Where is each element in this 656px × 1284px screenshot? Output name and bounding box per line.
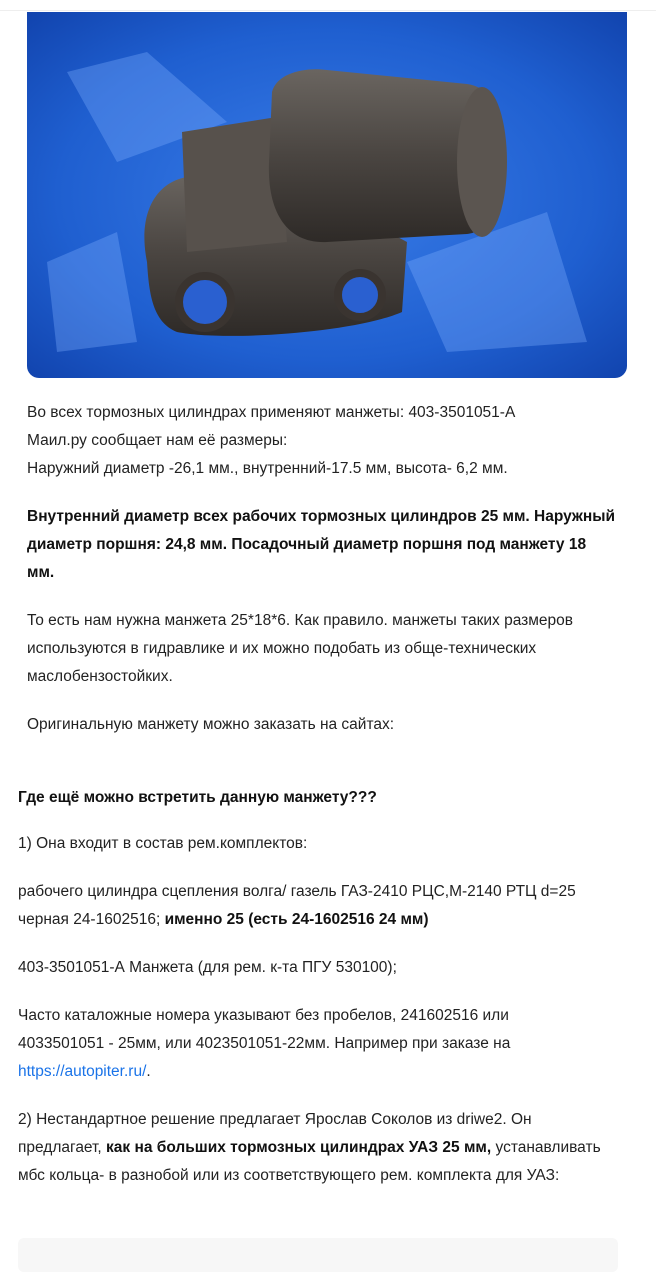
heading-text: Где ещё можно встретить данную манжету???: [18, 789, 377, 806]
paragraph-cuff-info: [27, 399, 627, 483]
autopiter-link[interactable]: https://autopiter.ru/: [18, 1063, 147, 1080]
section-heading: [18, 784, 628, 812]
divider: [0, 10, 656, 11]
paragraph-order: Оригинальную манжету можно заказать на сайтах:: [27, 716, 395, 733]
paragraph-diameters: [27, 503, 617, 587]
text-line: Во всех тормозных цилиндрах применяют манжеты: 403-3501051-А: [27, 404, 516, 421]
embedded-block-placeholder: [18, 1238, 618, 1272]
text: Часто каталожные номера указывают без пробелов, 241602516 или 4033501051 - 25мм, или 4023501051-22мм. Например при заказе на: [18, 1007, 511, 1052]
text-line: Наружний диаметр -26,1 мм., внутренний-17.5 мм, высота- 6,2 мм.: [27, 460, 508, 477]
brake-cylinder-photo: [27, 12, 627, 378]
text: рабочего цилиндра сцепления волга/ газель ГАЗ-2410 РЦС,М-2140 РТЦ d=25 черная 24-1602516;: [18, 883, 576, 928]
paragraph-catalog-numbers: [18, 1002, 588, 1086]
paragraph-alternative: [18, 1106, 608, 1190]
text-line: Маил.ру сообщает нам её размеры:: [27, 432, 288, 449]
paragraph-kits: 1) Она входит в состав рем.комплектов:: [18, 835, 308, 852]
paragraph-part-number: 403-3501051-А Манжета (для рем. к-та ПГУ 530100);: [18, 959, 397, 976]
text: .: [146, 1063, 151, 1080]
bold-text: как на больших тормозных цилиндрах УАЗ 25 мм,: [106, 1139, 492, 1156]
paragraph-size: То есть нам нужна манжета 25*18*6. Как правило. манжеты таких размеров используются в гидравлике и их можно подобать из обще-технических маслобензостойких.: [27, 612, 573, 685]
bold-text: именно 25 (есть 24-1602516 24 мм): [164, 911, 429, 928]
text: 2) Нестандартное решение предлагает Ярослав Соколов из driwe2. Он предлагает,: [18, 1111, 532, 1156]
paragraph-kit-details: [18, 878, 608, 934]
text: устанавливать мбс кольца- в разнобой или из соответствующего рем. комплекта для УАЗ:: [18, 1139, 601, 1184]
bold-text: Внутренний диаметр всех рабочих тормозных цилиндров 25 мм. Наружный диаметр поршня: 24,8 мм. Посадочный диаметр поршня под манжету 18 мм.: [27, 508, 616, 581]
